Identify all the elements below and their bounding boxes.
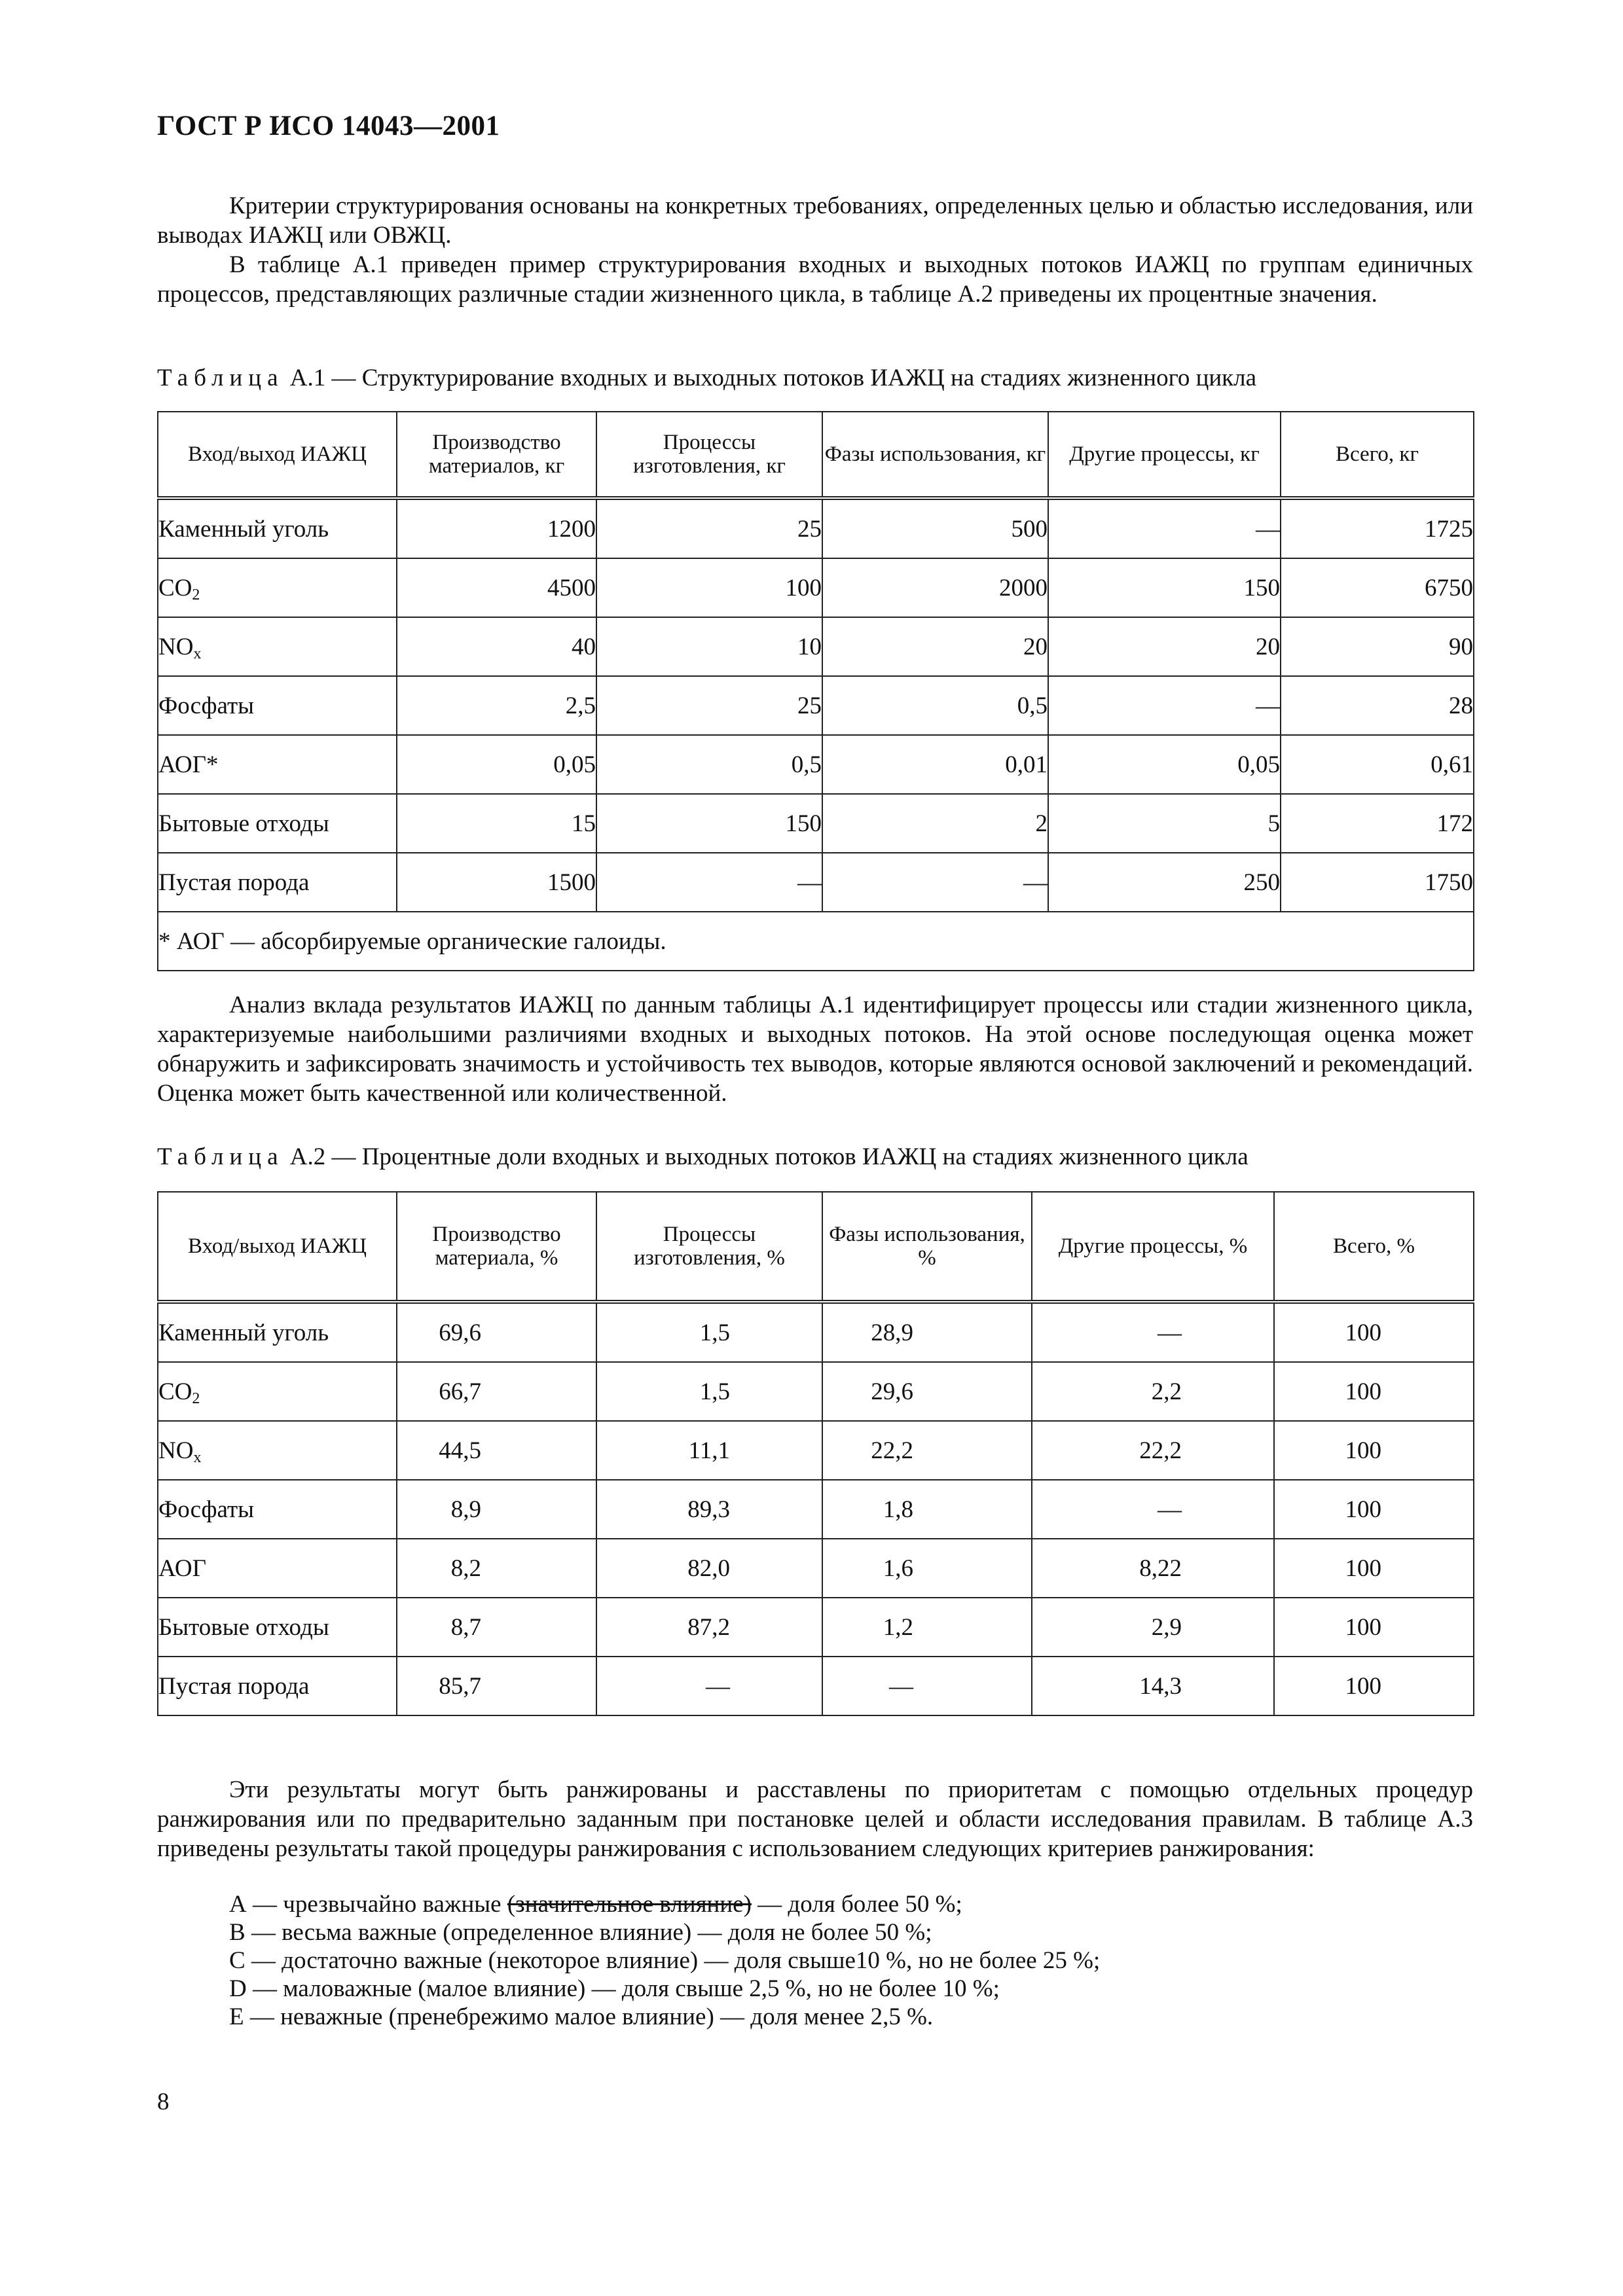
table1-caption xyxy=(157,363,1256,393)
criterion-a-prefix: А — чрезвычайно важные xyxy=(229,1891,507,1918)
table-cell: 8,2 xyxy=(397,1539,596,1598)
table-row xyxy=(158,617,1474,676)
table-cell: 150 xyxy=(596,794,822,853)
table-cell: 22,2 xyxy=(822,1421,1032,1480)
table-a1 xyxy=(157,411,1474,971)
column-header: Вход/выход ИАЖЦ xyxy=(158,1192,397,1302)
row-label: Пустая порода xyxy=(158,1657,397,1715)
table-cell: 8,22 xyxy=(1032,1539,1274,1598)
table-cell: 100 xyxy=(1274,1421,1474,1480)
caption-text: А.2 — Процентные доли входных и выходных потоков ИАЖЦ на стадиях жизненного цикла xyxy=(289,1143,1249,1170)
column-header: Вход/выход ИАЖЦ xyxy=(158,412,397,498)
criterion-d: D — маловажные (малое влияние) — доля свыше 2,5 %, но не более 10 %; xyxy=(229,1975,1000,2002)
column-header: Другие процессы, % xyxy=(1032,1192,1274,1302)
label-subscript: 2 xyxy=(192,1390,200,1407)
criterion-b: В — весьма важные (определенное влияние) — доля не более 50 %; xyxy=(229,1919,932,1946)
table-cell: 8,7 xyxy=(397,1598,596,1657)
table-cell: 66,7 xyxy=(397,1362,596,1421)
table-cell: 1750 xyxy=(1281,853,1474,912)
table-row xyxy=(158,1539,1474,1598)
row-label: Фосфаты xyxy=(158,676,397,735)
table-cell: 28,9 xyxy=(822,1302,1032,1362)
table-header-row xyxy=(158,412,1474,498)
row-label xyxy=(158,1421,397,1480)
label-text: NO xyxy=(158,633,194,660)
table-row xyxy=(158,735,1474,794)
criterion-c: С — достаточно важные (некоторое влияние) — доля свыше10 %, но не более 25 %; xyxy=(229,1947,1101,1974)
table-row xyxy=(158,1421,1474,1480)
table-cell: 82,0 xyxy=(596,1539,822,1598)
label-subscript: 2 xyxy=(192,586,200,603)
paragraph-text: Критерии структурирования основаны на конкретных требованиях, определенных целью и областью исследования, или выводах ИАЖЦ или ОВЖЦ. xyxy=(157,192,1473,249)
table-cell: 250 xyxy=(1048,853,1281,912)
table-cell: 11,1 xyxy=(596,1421,822,1480)
table-cell: 1,5 xyxy=(596,1362,822,1421)
table-row xyxy=(158,498,1474,558)
table-header-row xyxy=(158,1192,1474,1302)
table-cell: 100 xyxy=(1274,1362,1474,1421)
column-header: Фазы использования, кг xyxy=(822,412,1048,498)
table-cell: 1,6 xyxy=(822,1539,1032,1598)
table-cell: 6750 xyxy=(1281,558,1474,617)
table-cell: 1725 xyxy=(1281,498,1474,558)
table-cell: — xyxy=(822,1657,1032,1715)
table-cell: 20 xyxy=(822,617,1048,676)
table-cell: — xyxy=(596,1657,822,1715)
table-cell: 20 xyxy=(1048,617,1281,676)
table-row xyxy=(158,1480,1474,1539)
table-cell: 40 xyxy=(397,617,596,676)
column-header: Всего, кг xyxy=(1281,412,1474,498)
table-cell: 150 xyxy=(1048,558,1281,617)
table-cell: 22,2 xyxy=(1032,1421,1274,1480)
table-cell: 90 xyxy=(1281,617,1474,676)
table-cell: 1,5 xyxy=(596,1302,822,1362)
table-cell: 69,6 xyxy=(397,1302,596,1362)
label-subscript: x xyxy=(193,645,202,662)
row-label: АОГ xyxy=(158,1539,397,1598)
criterion-e: Е — неважные (пренебрежимо малое влияние) — доля менее 2,5 %. xyxy=(229,2003,934,2030)
table-cell: 100 xyxy=(1274,1598,1474,1657)
table-row xyxy=(158,1657,1474,1715)
column-header: Фазы использования, % xyxy=(822,1192,1032,1302)
paragraph-ranking xyxy=(157,1775,1473,1863)
table-cell: — xyxy=(1032,1480,1274,1539)
row-label: Фосфаты xyxy=(158,1480,397,1539)
document-title: ГОСТ Р ИСО 14043—2001 xyxy=(157,111,500,141)
table-cell: 2000 xyxy=(822,558,1048,617)
paragraph-text: Эти результаты могут быть ранжированы и расставлены по приоритетам с помощью отдельных процедур ранжирования или по предварительно заданным при постановке целей и области исследования правилам. В таблице А.3 приведены результаты такой процедуры ранжирования с использованием следующих критериев ранжирования: xyxy=(157,1776,1473,1862)
table-cell: 4500 xyxy=(397,558,596,617)
row-label: Каменный уголь xyxy=(158,1302,397,1362)
table-cell: 14,3 xyxy=(1032,1657,1274,1715)
label-subscript: x xyxy=(193,1448,202,1466)
column-header: Всего, % xyxy=(1274,1192,1474,1302)
table-row xyxy=(158,1302,1474,1362)
table-cell: 1,8 xyxy=(822,1480,1032,1539)
table-cell: 28 xyxy=(1281,676,1474,735)
table-cell: 2 xyxy=(822,794,1048,853)
table2-caption xyxy=(157,1142,1249,1172)
caption-word: Таблица xyxy=(157,1143,284,1170)
table-cell: 2,9 xyxy=(1032,1598,1274,1657)
table-cell: — xyxy=(596,853,822,912)
paragraph-text: В таблице А.1 приведен пример структурирования входных и выходных потоков ИАЖЦ по группам единичных процессов, представляющих различные стадии жизненного цикла, в таблице А.2 приведены их процентные значения. xyxy=(157,251,1473,308)
table-cell: 5 xyxy=(1048,794,1281,853)
table-cell: 29,6 xyxy=(822,1362,1032,1421)
table-a2 xyxy=(157,1191,1474,1716)
table-row xyxy=(158,676,1474,735)
row-label: Каменный уголь xyxy=(158,498,397,558)
criterion-a xyxy=(229,1890,1100,1918)
column-header: Процессы изготовления, % xyxy=(596,1192,822,1302)
row-label xyxy=(158,558,397,617)
table-cell: 87,2 xyxy=(596,1598,822,1657)
table-cell: 100 xyxy=(1274,1539,1474,1598)
paragraph-criteria-basis xyxy=(157,191,1473,250)
column-header: Производство материала, % xyxy=(397,1192,596,1302)
label-text: CO xyxy=(158,1378,192,1405)
table-cell: 100 xyxy=(596,558,822,617)
table-cell: 25 xyxy=(596,676,822,735)
table-cell: 0,01 xyxy=(822,735,1048,794)
table-cell: 172 xyxy=(1281,794,1474,853)
table-cell: 0,5 xyxy=(822,676,1048,735)
table-cell: 1200 xyxy=(397,498,596,558)
table-cell: — xyxy=(822,853,1048,912)
table-cell: — xyxy=(1048,676,1281,735)
table-cell: 100 xyxy=(1274,1657,1474,1715)
table-footnote: * АОГ — абсорбируемые органические галоиды. xyxy=(158,912,1474,971)
table-cell: 0,61 xyxy=(1281,735,1474,794)
label-text: NO xyxy=(158,1437,194,1464)
table-cell: 1500 xyxy=(397,853,596,912)
paragraph-text: Анализ вклада результатов ИАЖЦ по данным таблицы А.1 идентифицирует процессы или стадии жизненного цикла, характеризуемые наибольшими различиями входных и выходных потоков. На этой основе последующая оценка может обнаружить и зафиксировать значимость и устойчивость тех выводов, которые являются основой заключений и рекомендаций. Оценка может быть качественной или количественной. xyxy=(157,992,1473,1107)
table-cell: 0,05 xyxy=(397,735,596,794)
table-row xyxy=(158,1362,1474,1421)
label-text: CO xyxy=(158,574,192,601)
row-label: Бытовые отходы xyxy=(158,1598,397,1657)
paragraph-contribution-analysis xyxy=(157,990,1473,1108)
table-cell: 500 xyxy=(822,498,1048,558)
row-label: АОГ* xyxy=(158,735,397,794)
table-cell: 85,7 xyxy=(397,1657,596,1715)
table-cell: 2,2 xyxy=(1032,1362,1274,1421)
table-cell: 0,05 xyxy=(1048,735,1281,794)
table-footnote-row xyxy=(158,912,1474,971)
column-header: Другие процессы, кг xyxy=(1048,412,1281,498)
column-header: Процессы изготовления, кг xyxy=(596,412,822,498)
criterion-a-suffix: — доля более 50 %; xyxy=(751,1891,962,1918)
row-label: Бытовые отходы xyxy=(158,794,397,853)
table-cell: 0,5 xyxy=(596,735,822,794)
criterion-a-struck: (значительное влияние) xyxy=(507,1891,752,1918)
table-cell: 8,9 xyxy=(397,1480,596,1539)
table-cell: 100 xyxy=(1274,1302,1474,1362)
caption-word: Таблица xyxy=(157,365,284,391)
table-row xyxy=(158,558,1474,617)
table-cell: 1,2 xyxy=(822,1598,1032,1657)
table-cell: 25 xyxy=(596,498,822,558)
caption-text: А.1 — Структурирование входных и выходных потоков ИАЖЦ на стадиях жизненного цикла xyxy=(289,365,1257,391)
table-cell: 89,3 xyxy=(596,1480,822,1539)
table-row xyxy=(158,853,1474,912)
table-cell: 44,5 xyxy=(397,1421,596,1480)
row-label xyxy=(158,617,397,676)
column-header: Производство материалов, кг xyxy=(397,412,596,498)
table-cell: — xyxy=(1048,498,1281,558)
table-row xyxy=(158,1598,1474,1657)
table-cell: 10 xyxy=(596,617,822,676)
ranking-criteria-list xyxy=(229,1890,1100,2031)
page-number: 8 xyxy=(157,2089,170,2115)
table-row xyxy=(158,794,1474,853)
row-label: Пустая порода xyxy=(158,853,397,912)
table-cell: 15 xyxy=(397,794,596,853)
table-cell: 100 xyxy=(1274,1480,1474,1539)
row-label xyxy=(158,1362,397,1421)
table-cell: — xyxy=(1032,1302,1274,1362)
table-cell: 2,5 xyxy=(397,676,596,735)
paragraph-table-intro xyxy=(157,250,1473,309)
